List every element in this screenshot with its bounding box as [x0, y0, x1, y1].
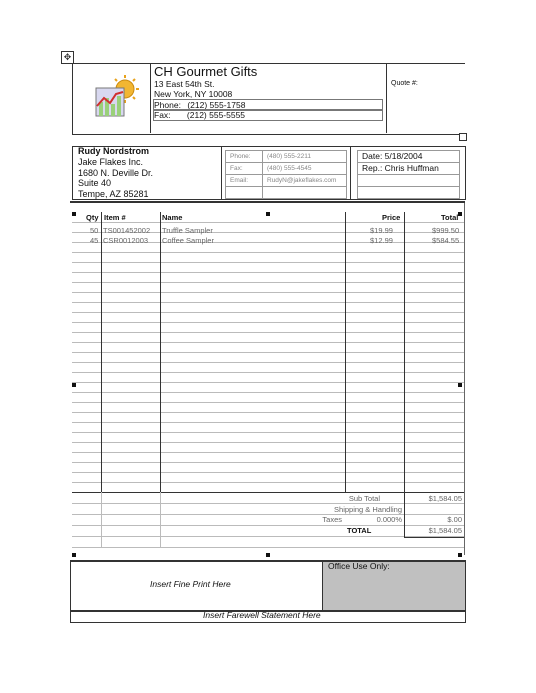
company-address-line1: 13 East 54th St.: [154, 79, 215, 89]
taxes-label: Taxes: [322, 515, 342, 524]
table-row-line: [72, 472, 464, 473]
customer-email-value[interactable]: RudyN@jakeflakes.com: [267, 177, 337, 184]
customer-contact-grid: [225, 150, 347, 199]
table-row-line: [72, 392, 464, 393]
customer-company: Jake Flakes Inc.: [78, 157, 144, 167]
logo-cell: [72, 63, 151, 133]
table-row-line: [72, 432, 464, 433]
company-fax-label: Fax:: [154, 110, 171, 120]
customer-suite: Suite 40: [78, 178, 112, 188]
table-row-line: [72, 382, 464, 383]
sales-rep[interactable]: Rep.: Chris Huffman: [358, 163, 459, 175]
column-divider: [101, 492, 102, 548]
quote-number-label: Quote #:: [391, 80, 418, 87]
table-row-line: [72, 452, 464, 453]
row1-total[interactable]: $999.50: [432, 226, 460, 235]
company-fax-value: (212) 555-5555: [186, 110, 246, 120]
customer-street: 1680 N. Deville Dr.: [78, 168, 154, 178]
column-header-price: Price: [382, 213, 401, 222]
row2-name[interactable]: Coffee Sampler: [162, 236, 214, 245]
table-row-line: [72, 412, 464, 413]
row2-item[interactable]: CSR0012003: [103, 236, 149, 245]
customer-name: Rudy Nordstrom: [78, 146, 150, 156]
table-top-rule: [70, 201, 465, 203]
subtotal-label: Sub Total: [348, 494, 380, 503]
table-row-line: [72, 442, 464, 443]
column-divider: [160, 492, 161, 548]
customer-phone-row: [226, 151, 346, 163]
totals-row-line: [72, 547, 464, 548]
selection-handle[interactable]: [458, 383, 462, 387]
column-header-qty: Qty: [86, 213, 99, 222]
row2-price[interactable]: $12.99: [370, 236, 393, 245]
empty-cell: [358, 175, 459, 187]
table-row-line: [72, 422, 464, 423]
total-value[interactable]: $1,584.05: [428, 526, 462, 535]
table-row-line: [72, 482, 464, 483]
company-phone-value: (212) 555-1758: [187, 100, 246, 110]
row1-qty[interactable]: 50: [90, 226, 99, 235]
row1-name[interactable]: Truffle Sampler: [162, 226, 213, 235]
row1-price[interactable]: $19.99: [370, 226, 393, 235]
chart-sun-logo-icon: [92, 72, 142, 122]
selection-handle[interactable]: [72, 553, 76, 557]
table-row-line: [72, 402, 464, 403]
table-row-line: [72, 302, 464, 303]
column-divider: [404, 212, 405, 492]
totals-row-line: [72, 503, 464, 504]
tax-rate-value[interactable]: 0.000%: [376, 515, 402, 524]
selection-handle[interactable]: [72, 383, 76, 387]
customer-phone-label: Phone:: [226, 151, 263, 162]
table-row-line: [72, 272, 464, 273]
shipping-label: Shipping & Handling: [334, 505, 402, 514]
column-header-total: Total: [441, 213, 459, 222]
table-row-line: [72, 282, 464, 283]
company-fax-row: [153, 109, 383, 121]
company-phone-label: Phone:: [154, 100, 181, 110]
company-address-line2: New York, NY 10008: [154, 89, 233, 99]
table-row-line: [72, 262, 464, 263]
row2-qty[interactable]: 45: [90, 236, 99, 245]
table-row-line: [72, 322, 464, 323]
column-divider: [345, 212, 346, 492]
table-move-handle[interactable]: ✥: [61, 51, 74, 64]
total-underline: [404, 537, 464, 538]
table-resize-handle[interactable]: [459, 133, 467, 141]
farewell-text[interactable]: Insert Farewell Statement Here: [203, 610, 321, 620]
customer-empty-row: [226, 187, 346, 198]
row2-total[interactable]: $584.55: [432, 236, 460, 245]
selection-handle[interactable]: [72, 212, 76, 216]
office-use-label: Office Use Only:: [328, 561, 390, 571]
total-label: TOTAL: [347, 526, 372, 535]
customer-fax-label: Fax:: [226, 163, 263, 174]
table-row-line: [72, 312, 464, 313]
company-name: CH Gourmet Gifts: [154, 64, 258, 79]
subtotal-value[interactable]: $1,584.05: [428, 494, 462, 503]
date-rep-grid: [357, 150, 460, 199]
quote-cell[interactable]: [386, 63, 465, 133]
table-right-border: [464, 203, 465, 555]
customer-phone-value[interactable]: (480) 555-2211: [267, 153, 311, 160]
table-row-line: [72, 252, 464, 253]
table-row-line: [72, 332, 464, 333]
table-row-line: [72, 292, 464, 293]
table-row-line: [72, 352, 464, 353]
selection-handle[interactable]: [458, 553, 462, 557]
tax-value[interactable]: $.00: [447, 515, 462, 524]
customer-fax-value[interactable]: (480) 555-4545: [267, 165, 312, 172]
column-header-name: Name: [162, 213, 183, 222]
table-row-line: [72, 372, 464, 373]
quote-date[interactable]: Date: 5/18/2004: [358, 151, 459, 163]
customer-fax-row: [226, 163, 346, 175]
divider: [221, 146, 222, 199]
empty-cell: [358, 187, 459, 198]
fine-print-text[interactable]: Insert Fine Print Here: [150, 579, 231, 589]
divider: [350, 146, 351, 199]
customer-city: Tempe, AZ 85281: [78, 189, 149, 199]
selection-handle[interactable]: [266, 553, 270, 557]
table-bottom-rule: [72, 492, 464, 493]
column-divider: [101, 212, 102, 492]
empty-cell: [226, 187, 263, 198]
column-header-item: Item #: [104, 213, 126, 222]
column-divider: [160, 212, 161, 492]
table-row-line: [72, 462, 464, 463]
table-row-line: [72, 362, 464, 363]
selection-handle[interactable]: [458, 212, 462, 216]
row1-item[interactable]: TS001452002: [103, 226, 151, 235]
table-row-line: [72, 222, 464, 223]
customer-email-row: [226, 175, 346, 187]
customer-email-label: Email:: [226, 175, 263, 186]
table-row-line: [72, 342, 464, 343]
empty-cell: [263, 187, 267, 198]
selection-handle[interactable]: [266, 212, 270, 216]
